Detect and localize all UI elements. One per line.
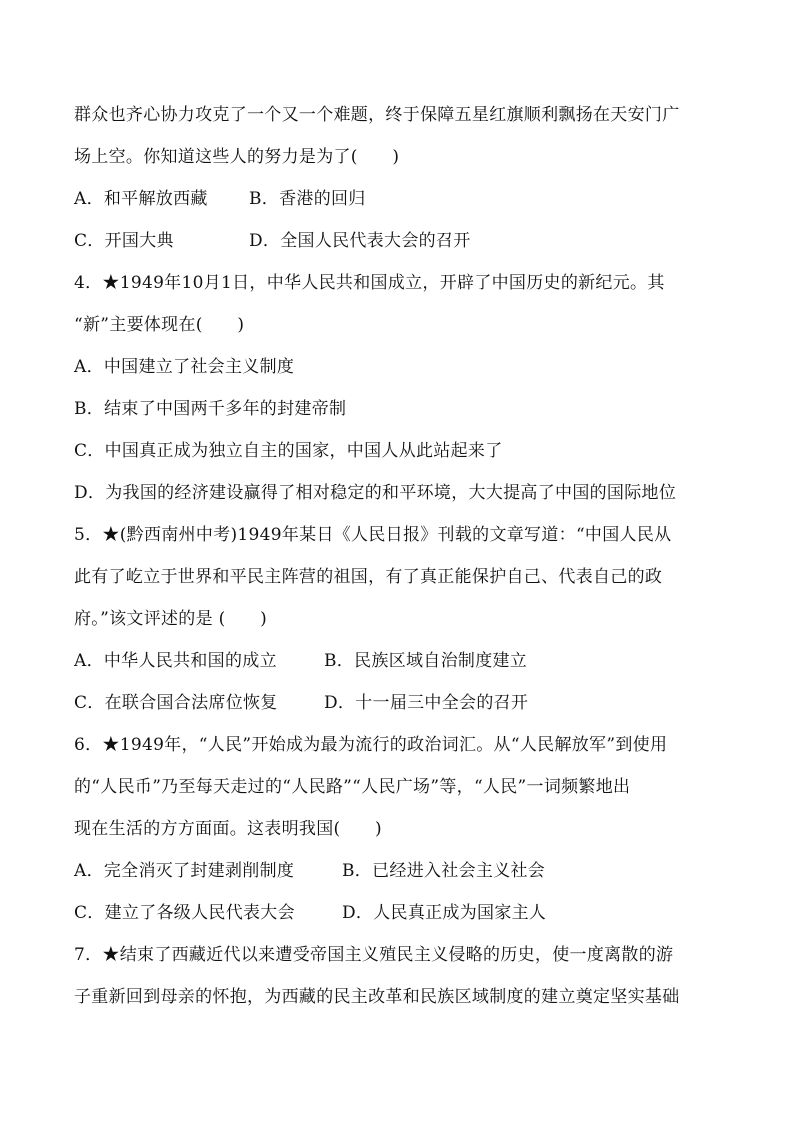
q4-stem-line-2: “新”主要体现在( ): [74, 315, 245, 335]
q3-options-row-1: [74, 188, 734, 210]
q4-stem-line-1: 4．★1949年10月1日，中华人民共和国成立，开辟了中国历史的新纪元。其: [74, 273, 665, 293]
q3-stem-line-2: 场上空。你知道这些人的努力是为了( ): [74, 147, 400, 167]
q6-stem-line-1: 6．★1949年，“人民”开始成为最为流行的政治词汇。从“人民解放军”到使用: [74, 735, 668, 755]
q3-option-b: B．香港的回归: [249, 189, 366, 209]
q5-stem-line-2: 此有了屹立于世界和平民主阵营的祖国，有了真正能保护自己、代表自己的政: [74, 567, 663, 587]
q5-stem-line-3: 府。”该文评述的是 ( ): [74, 609, 268, 629]
q6-option-d: D．人民真正成为国家主人: [342, 903, 547, 923]
q3-option-a: A．和平解放西藏: [74, 189, 208, 209]
q6-option-a: A．完全消灭了封建剥削制度: [74, 861, 295, 881]
q4-option-b: B．结束了中国两千多年的封建帝制: [74, 399, 347, 419]
q6-options-row-2: [74, 902, 734, 924]
q5-option-d: D．十一届三中全会的召开: [324, 693, 529, 713]
q3-options-row-2: [74, 230, 734, 252]
q5-options-row-1: [74, 650, 734, 672]
q5-options-row-2: [74, 692, 734, 714]
q3-option-d: D．全国人民代表大会的召开: [249, 231, 471, 251]
q5-option-c: C．在联合国合法席位恢复: [74, 693, 278, 713]
q7-stem-line-1: 7．★结束了西藏近代以来遭受帝国主义殖民主义侵略的历史，使一度离散的游: [74, 945, 674, 965]
q4-option-d: D．为我国的经济建设赢得了相对稳定的和平环境，大大提高了中国的国际地位: [74, 483, 677, 503]
q4-option-a: A．中国建立了社会主义制度: [74, 357, 295, 377]
q6-option-c: C．建立了各级人民代表大会: [74, 903, 295, 923]
q3-option-c: C．开国大典: [74, 231, 174, 251]
q3-stem-line-1: 群众也齐心协力攻克了一个又一个难题，终于保障五星红旗顺利飘扬在天安门广: [74, 105, 680, 125]
q6-stem-line-2: 的“人民币”乃至每天走过的“人民路”“人民广场”等，“人民”一词频繁地出: [74, 777, 631, 797]
q5-option-a: A．中华人民共和国的成立: [74, 651, 277, 671]
q5-stem-line-1: 5．★(黔西南州中考)1949年某日《人民日报》刊载的文章写道：“中国人民从: [74, 525, 672, 545]
q5-option-b: B．民族区域自治制度建立: [324, 651, 528, 671]
q6-options-row-1: [74, 860, 734, 882]
q6-stem-line-3: 现在生活的方方面面。这表明我国( ): [74, 819, 382, 839]
q4-option-c: C．中国真正成为独立自主的国家，中国人从此站起来了: [74, 441, 503, 461]
q7-stem-line-2: 子重新回到母亲的怀抱，为西藏的民主改革和民族区域制度的建立奠定坚实基础: [74, 987, 680, 1007]
q6-option-b: B．已经进入社会主义社会: [342, 861, 546, 881]
